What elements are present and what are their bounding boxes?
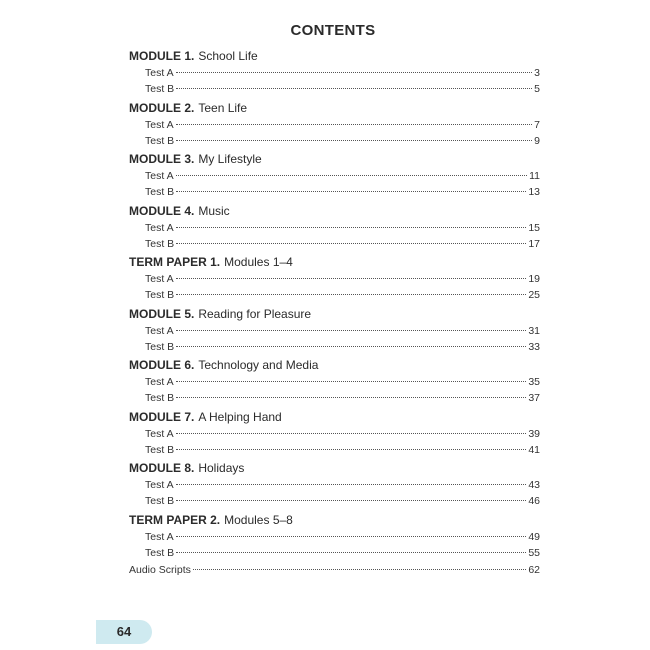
toc-entry	[129, 81, 540, 97]
toc-entry	[129, 236, 540, 252]
entry-label: Test B	[145, 340, 175, 353]
entry-label: Test A	[145, 324, 174, 337]
section-heading	[129, 253, 540, 271]
entry-page: 7	[534, 118, 540, 131]
section-heading	[129, 99, 540, 117]
dot-leader	[176, 72, 533, 73]
table-of-contents	[129, 47, 540, 578]
section-title: Holidays	[198, 461, 245, 475]
dot-leader	[176, 140, 532, 141]
dot-leader	[176, 175, 527, 176]
entry-label: Audio Scripts	[129, 563, 191, 576]
entry-label: Test B	[145, 186, 175, 198]
toc-entry	[129, 390, 540, 406]
dot-leader	[176, 191, 526, 192]
toc-entry	[129, 184, 540, 200]
section-label: MODULE 2.	[129, 100, 195, 115]
entry-label: Test A	[145, 221, 174, 234]
dot-leader	[176, 433, 527, 434]
dot-leader	[176, 330, 527, 331]
entry-page: 46	[528, 495, 540, 507]
dot-leader	[176, 536, 527, 537]
toc-entry	[129, 374, 540, 390]
toc-section-term-paper-1	[129, 253, 540, 303]
toc-section-module-4	[129, 202, 540, 252]
page-number: 64	[116, 624, 132, 639]
section-label: MODULE 3.	[129, 152, 195, 166]
toc-entry	[129, 339, 540, 355]
toc-section-module-5	[129, 305, 540, 355]
entry-page: 5	[534, 83, 540, 95]
toc-section-module-1	[129, 47, 540, 97]
section-heading	[129, 459, 540, 477]
section-label: MODULE 7.	[129, 409, 195, 424]
dot-leader	[176, 397, 526, 398]
entry-label: Test B	[145, 83, 175, 95]
entry-page: 31	[528, 324, 540, 337]
toc-entry	[129, 477, 540, 493]
dot-leader	[176, 552, 526, 553]
toc-section-term-paper-2	[129, 511, 540, 561]
section-heading	[129, 202, 540, 220]
toc-section-module-3	[129, 150, 540, 200]
entry-label: Test B	[145, 289, 175, 301]
section-label: MODULE 5.	[129, 306, 195, 321]
entry-page: 9	[534, 134, 540, 147]
entry-page: 49	[528, 530, 540, 543]
section-title: Modules 5–8	[224, 512, 293, 527]
section-label: MODULE 4.	[129, 203, 195, 218]
dot-leader	[176, 227, 527, 228]
toc-entry	[129, 220, 540, 236]
entry-page: 25	[528, 289, 540, 301]
section-title: My Lifestyle	[198, 152, 262, 166]
toc-entry	[129, 529, 540, 545]
toc-entry	[129, 117, 540, 133]
section-title: Music	[198, 203, 230, 218]
section-title: Technology and Media	[198, 358, 319, 372]
entry-label: Test B	[145, 546, 175, 559]
toc-entry	[129, 65, 540, 81]
entry-label: Test A	[145, 376, 174, 388]
section-label: MODULE 1.	[129, 49, 195, 63]
entry-page: 19	[528, 273, 540, 285]
toc-section-module-6	[129, 356, 540, 406]
section-title: A Helping Hand	[198, 409, 282, 424]
entry-page: 17	[528, 237, 540, 250]
entry-page: 15	[528, 221, 540, 234]
toc-entry	[129, 442, 540, 458]
section-heading	[129, 150, 540, 168]
dot-leader	[176, 243, 526, 244]
dot-leader	[176, 278, 527, 279]
toc-entry	[129, 287, 540, 303]
entry-page: 43	[528, 479, 540, 491]
dot-leader	[176, 88, 532, 89]
dot-leader	[176, 484, 527, 485]
entry-page: 33	[528, 340, 540, 353]
dot-leader	[176, 294, 526, 295]
entry-label: Test B	[145, 134, 175, 147]
toc-entry	[129, 133, 540, 149]
dot-leader	[176, 124, 533, 125]
entry-page: 39	[528, 427, 540, 440]
section-heading	[129, 511, 540, 529]
entry-label: Test A	[145, 67, 174, 79]
entry-label: Test B	[145, 443, 175, 456]
toc-entry	[129, 323, 540, 339]
section-title: School Life	[198, 49, 258, 63]
section-heading	[129, 408, 540, 426]
entry-label: Test A	[145, 427, 174, 440]
page-number-tab	[96, 620, 152, 644]
entry-label: Test A	[145, 479, 174, 491]
page-title: CONTENTS	[290, 22, 376, 39]
entry-page: 3	[534, 67, 540, 79]
section-heading	[129, 305, 540, 323]
entry-label: Test B	[145, 495, 175, 507]
section-heading	[129, 356, 540, 374]
entry-label: Test B	[145, 237, 175, 250]
dot-leader	[193, 569, 526, 570]
entry-page: 41	[528, 443, 540, 456]
section-heading	[129, 47, 540, 65]
section-title: Teen Life	[198, 100, 248, 115]
toc-section-module-7	[129, 408, 540, 458]
entry-page: 62	[528, 563, 540, 576]
section-label: MODULE 6.	[129, 358, 195, 372]
dot-leader	[176, 449, 526, 450]
toc-entry	[129, 493, 540, 509]
section-label: TERM PAPER 1.	[129, 255, 221, 269]
entry-label: Test A	[145, 170, 174, 182]
entry-label: Test A	[145, 273, 174, 285]
entry-page: 13	[528, 186, 540, 198]
entry-label: Test B	[145, 392, 175, 404]
dot-leader	[176, 500, 526, 501]
toc-section-module-2	[129, 99, 540, 149]
entry-page: 35	[528, 376, 540, 388]
toc-section-module-8	[129, 459, 540, 509]
dot-leader	[176, 381, 527, 382]
section-title: Modules 1–4	[224, 255, 293, 269]
toc-entry	[129, 426, 540, 442]
entry-label: Test A	[145, 530, 174, 543]
toc-entry	[129, 545, 540, 561]
entry-page: 37	[528, 392, 540, 404]
toc-entry	[129, 271, 540, 287]
toc-entry	[129, 168, 540, 184]
section-label: MODULE 8.	[129, 461, 195, 475]
entry-page: 11	[529, 170, 540, 182]
entry-page: 55	[528, 546, 540, 559]
section-title: Reading for Pleasure	[198, 306, 312, 321]
toc-entry-audio-scripts	[129, 562, 540, 578]
section-label: TERM PAPER 2.	[129, 512, 221, 527]
entry-label: Test A	[145, 118, 174, 131]
dot-leader	[176, 346, 526, 347]
